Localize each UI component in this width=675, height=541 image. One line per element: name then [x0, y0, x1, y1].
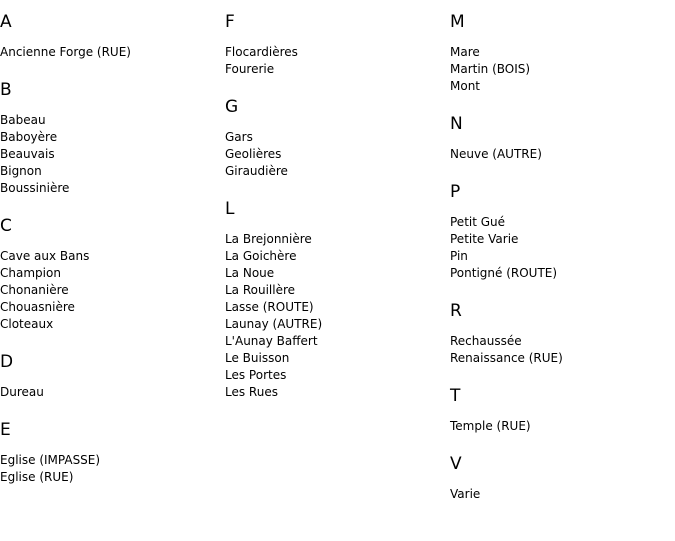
letter-section — [0, 214, 220, 333]
letter-section — [225, 95, 445, 180]
letter-section — [0, 10, 220, 61]
street-link[interactable]: Mont — [450, 79, 481, 93]
street-link[interactable]: L'Aunay Baffert — [225, 334, 318, 348]
letter-heading: F — [225, 12, 235, 32]
letter-section — [450, 299, 670, 367]
street-link[interactable]: Neuve (AUTRE) — [450, 147, 542, 161]
street-link[interactable]: Eglise (RUE) — [0, 470, 74, 484]
letter-section — [225, 10, 445, 78]
street-link[interactable]: Geolières — [225, 147, 282, 161]
street-link[interactable]: Bignon — [0, 164, 42, 178]
letter-heading: R — [450, 301, 462, 321]
letter-heading: E — [0, 420, 11, 440]
letter-heading: D — [0, 352, 14, 372]
street-link[interactable]: Pin — [450, 249, 468, 263]
letter-heading: C — [0, 216, 12, 236]
letter-heading: G — [225, 97, 239, 117]
street-link[interactable]: Champion — [0, 266, 61, 280]
letter-heading: P — [450, 182, 461, 202]
street-link[interactable]: Fourerie — [225, 62, 275, 76]
street-link[interactable]: Chouasnière — [0, 300, 75, 314]
letter-heading: A — [0, 12, 12, 32]
street-link[interactable]: Babeau — [0, 113, 46, 127]
street-link[interactable]: Temple (RUE) — [450, 419, 531, 433]
street-link[interactable]: Giraudière — [225, 164, 288, 178]
street-link[interactable]: Launay (AUTRE) — [225, 317, 323, 331]
street-link[interactable]: Renaissance (RUE) — [450, 351, 563, 365]
letter-heading: V — [450, 454, 462, 474]
letter-section — [450, 452, 670, 503]
street-link[interactable]: Boussinière — [0, 181, 70, 195]
street-link[interactable]: Petit Gué — [450, 215, 506, 229]
street-link[interactable]: Rechaussée — [450, 334, 522, 348]
street-index-column-2 — [225, 10, 445, 418]
letter-section — [0, 350, 220, 401]
street-link[interactable]: Cave aux Bans — [0, 249, 90, 263]
letter-section — [450, 10, 670, 95]
street-link[interactable]: Dureau — [0, 385, 44, 399]
street-link[interactable]: Les Rues — [225, 385, 278, 399]
street-link[interactable]: Gars — [225, 130, 253, 144]
letter-section — [450, 384, 670, 435]
street-link[interactable]: Petite Varie — [450, 232, 519, 246]
letter-heading: B — [0, 80, 12, 100]
letter-section — [0, 78, 220, 197]
street-link[interactable]: La Brejonnière — [225, 232, 312, 246]
letter-heading: M — [450, 12, 465, 32]
street-index-column-1 — [0, 10, 220, 503]
street-link[interactable]: Pontigné (ROUTE) — [450, 266, 558, 280]
street-link[interactable]: Beauvais — [0, 147, 55, 161]
street-link[interactable]: Martin (BOIS) — [450, 62, 531, 76]
street-link[interactable]: La Rouillère — [225, 283, 296, 297]
street-link[interactable]: Mare — [450, 45, 480, 59]
street-link[interactable]: La Goichère — [225, 249, 297, 263]
letter-section — [450, 112, 670, 163]
street-link[interactable]: Ancienne Forge (RUE) — [0, 45, 131, 59]
street-link[interactable]: La Noue — [225, 266, 275, 280]
street-index-column-3 — [450, 10, 670, 520]
street-link[interactable]: Chonanière — [0, 283, 69, 297]
letter-section — [450, 180, 670, 282]
street-link[interactable]: Baboyère — [0, 130, 58, 144]
letter-heading: N — [450, 114, 463, 134]
street-link[interactable]: Flocardières — [225, 45, 298, 59]
street-link[interactable]: Le Buisson — [225, 351, 290, 365]
letter-section — [0, 418, 220, 486]
street-link[interactable]: Cloteaux — [0, 317, 54, 331]
street-link[interactable]: Eglise (IMPASSE) — [0, 453, 101, 467]
letter-heading: T — [450, 386, 461, 406]
letter-heading: L — [225, 199, 235, 219]
street-link[interactable]: Les Portes — [225, 368, 287, 382]
letter-section — [225, 197, 445, 401]
street-link[interactable]: Lasse (ROUTE) — [225, 300, 314, 314]
street-link[interactable]: Varie — [450, 487, 481, 501]
